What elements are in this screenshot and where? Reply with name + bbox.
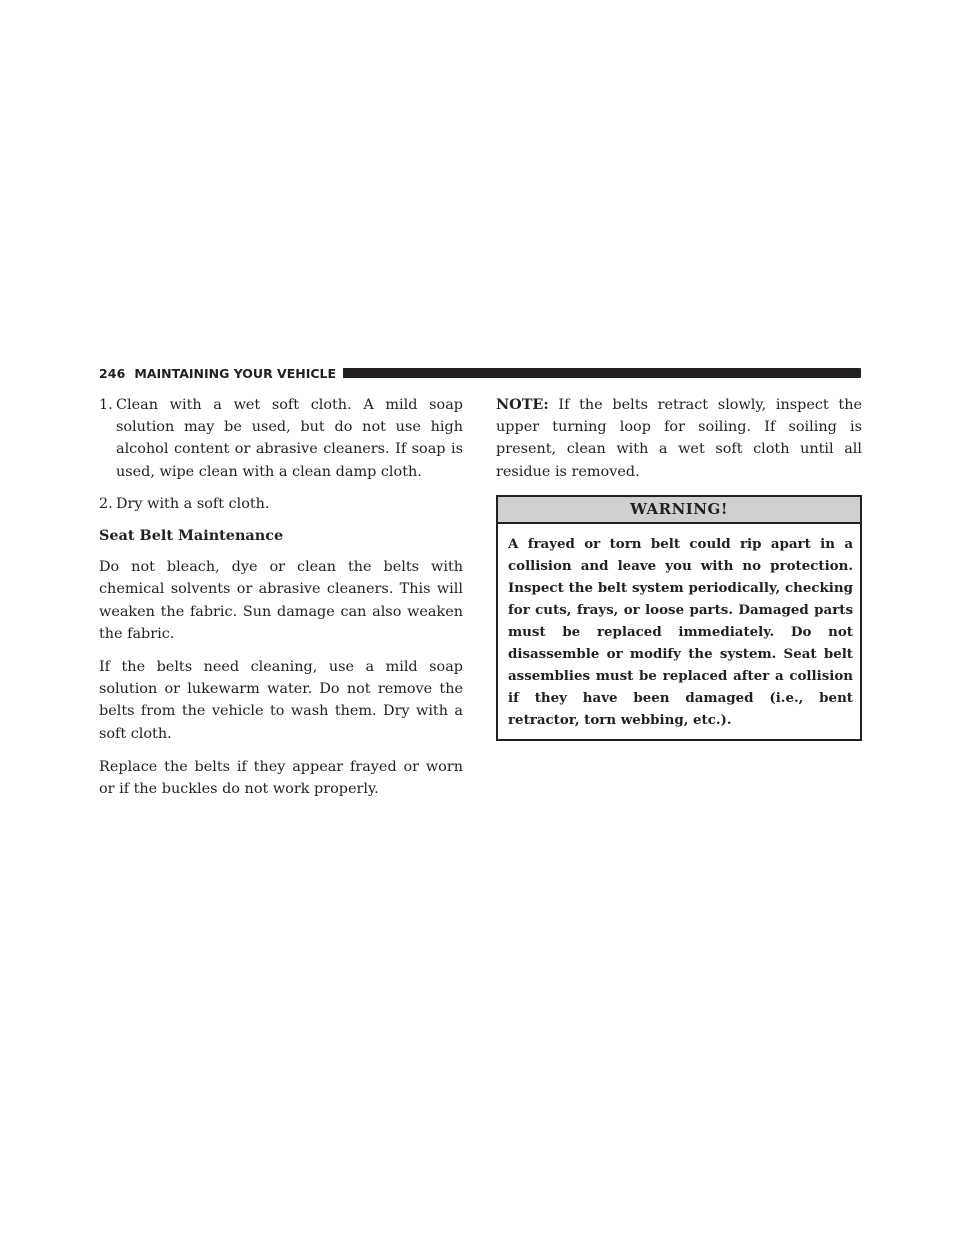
note-paragraph — [496, 394, 862, 483]
paragraph: Replace the belts if they appear frayed or worn or if the buckles do not work properly. — [99, 758, 463, 798]
note-label: NOTE: — [496, 396, 549, 413]
note-text: If the belts retract slowly, inspect the upper turning loop for soiling. If soiling is present, clean with a wet soft cloth until all residue is removed. — [496, 397, 862, 480]
list-number: 1. — [99, 397, 113, 413]
paragraph: If the belts need cleaning, use a mild soap solution or lukewarm water. Do not remove the belts from the vehicle to wash them. Dry with a soft cloth. — [99, 659, 463, 742]
warning-body: A frayed or torn belt could rip apart in a collision and leave you with no protection. Inspect the belt system periodically, checking for cuts, frays, or loose parts. Damaged parts must be replaced immediately. Do not disassemble or modify the system. Seat belt assemblies must be replaced after a collision if they have been damaged (i.e., bent retractor, torn webbing, etc.). — [508, 535, 853, 728]
list-text: Dry with a soft cloth. — [116, 495, 270, 512]
warning-box — [496, 495, 862, 741]
paragraph: Do not bleach, dye or clean the belts with chemical solvents or abrasive cleaners. This will weaken the fabric. Sun damage can also weaken the fabric. — [99, 559, 463, 642]
left-column — [99, 394, 463, 811]
warning-title: WARNING! — [498, 497, 860, 524]
list-text: Clean with a wet soft cloth. A mild soap solution may be used, but do not use high alcohol content or abrasive cleaners. If soap is used, wipe clean with a clean damp cloth. — [116, 397, 463, 480]
header-rule — [343, 368, 861, 378]
section-heading: Seat Belt Maintenance — [99, 527, 284, 545]
list-item — [99, 394, 463, 483]
section-title: MAINTAINING YOUR VEHICLE — [134, 365, 337, 381]
list-number: 2. — [99, 495, 113, 512]
list-item — [99, 493, 463, 515]
page-number: 246 — [99, 365, 126, 381]
page-header — [99, 362, 861, 384]
right-column — [496, 394, 862, 741]
